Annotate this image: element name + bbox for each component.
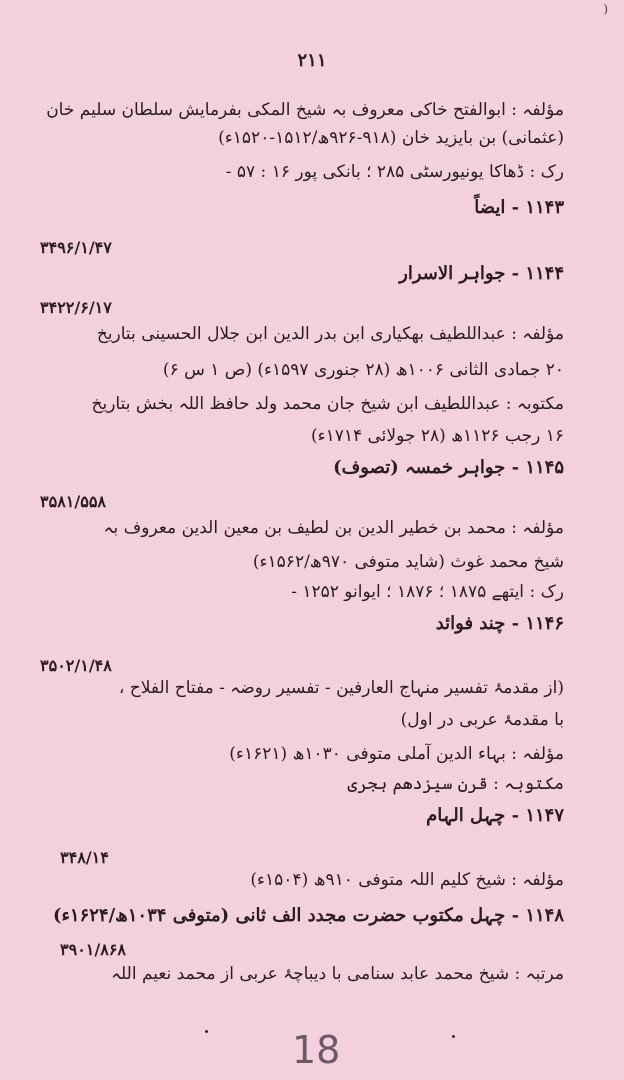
entry-1143-title: ۱۱۴۳ - ایضاً (474, 197, 564, 218)
entry-1146-scribe: مکتوبہ : قرن سیزدھم ہجری (347, 774, 564, 794)
shelf-mark-1144: ۳۴۲۲/۶/۱۷ (40, 298, 112, 317)
entry-1142-author: مؤلفہ : ابوالفتح خاکی معروف بہ شیخ المکی بفرمایش سلطان سلیم خان (46, 100, 564, 120)
page-number: ۲۱۱ (297, 50, 327, 71)
entry-1147-title: ۱۱۴۷ - چہل الہام (426, 805, 564, 826)
entry-1145-author: مؤلفہ : محمد بن خطیر الدین بن لطیف بن معین الدین معروف بہ (103, 518, 564, 538)
entry-1144-scribe-date: ۱۶ رجب ۱۱۲۶ھ (۲۸ جولائی ۱۷۱۴ء) (310, 426, 564, 446)
corner-mark: ) (603, 2, 608, 16)
shelf-mark-1146: ۳۵۰۲/۱/۴۸ (40, 656, 112, 675)
entry-1146-note-cont: با مقدمۂ عربی در اول) (400, 710, 564, 730)
handwritten-page-number: 18 (292, 1028, 341, 1072)
ink-dot (452, 1035, 455, 1038)
shelf-mark-1147: ۳۴۸/۱۴ (60, 848, 109, 867)
entry-1147-author: مؤلفہ : شیخ کلیم اللہ متوفی ۹۱۰ھ (۱۵۰۴ء) (250, 870, 564, 890)
entry-1146-author: مؤلفہ : بہاء الدین آملی متوفی ۱۰۳۰ھ (۱۶۲۱ء) (229, 744, 564, 764)
entry-1145-author-cont: شیخ محمد غوث (شاید متوفی ۹۷۰ھ/۱۵۶۲ء) (252, 552, 564, 572)
entry-1145-title: ۱۱۴۵ - جواہر خمسہ (تصوف) (333, 457, 564, 478)
entry-1144-scribe: مکتوبہ : عبداللطیف ابن شیخ جان محمد ولد حافظ اللہ بخش بتاریخ (91, 394, 564, 414)
entry-1144-author-date: ۲۰ جمادی الثانی ۱۰۰۶ھ (۲۸ جنوری ۱۵۹۷ء) (ص ۱ س ۶) (162, 360, 564, 380)
shelf-mark-1143: ۳۴۹۶/۱/۴۷ (40, 238, 112, 257)
entry-1142-author-cont: (عثمانی) بن بایزید خان (۹۱۸-۹۲۶ھ/۱۵۱۲-۱۵۲۰ء) (218, 128, 564, 148)
entry-1146-note: (از مقدمۂ تفسیر منہاج العارفین - تفسیر روضہ - مفتاح الفلاح ، (118, 678, 564, 698)
entry-1144-author: مؤلفہ : عبداللطیف بھکیاری ابن بدر الدین ابن جلال الحسینی بتاریخ (96, 324, 564, 344)
entry-1148-compiler: مرتبہ : شیخ محمد عابد سنامی با دیباچۂ عربی از محمد نعیم اللہ (111, 964, 564, 984)
shelf-mark-1148: ۳۹۰۱/۸۶۸ (60, 940, 126, 959)
entry-1142-references: رک : ڈھاکا یونیورسٹی ۲۸۵ ؛ بانکی پور ۱۶ : ۵۷ - (225, 162, 564, 182)
entry-1148-title: ۱۱۴۸ - چہل مکتوب حضرت مجدد الف ثانی (متوفی ۱۰۳۴ھ/۱۶۲۴ء) (52, 905, 564, 926)
entry-1144-title: ۱۱۴۴ - جواہر الاسرار (399, 263, 564, 284)
entry-1146-title: ۱۱۴۶ - چند فوائد (435, 613, 564, 634)
shelf-mark-1145: ۳۵۸۱/۵۵۸ (40, 492, 106, 511)
entry-1145-references: رک : ایتھے ۱۸۷۵ ؛ ۱۸۷۶ ؛ ایوانو ۱۲۵۲ - (291, 582, 564, 602)
ink-dot (205, 1030, 208, 1033)
